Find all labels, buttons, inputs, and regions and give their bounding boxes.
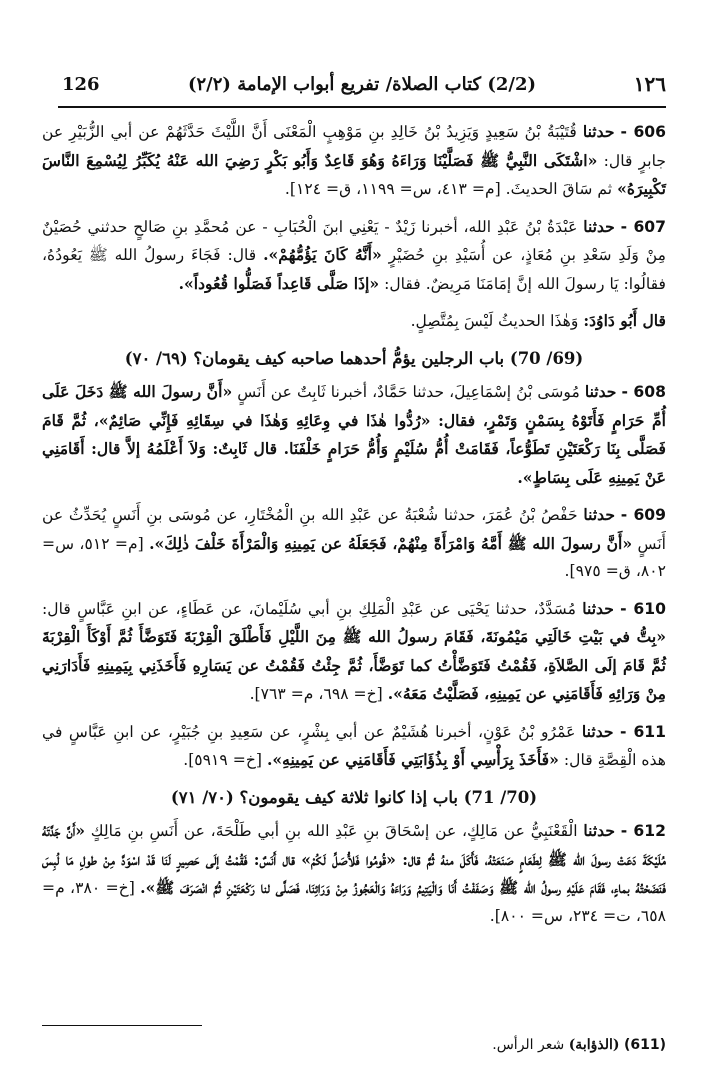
- hadith-reference: [م= ٥١٢، س= ٨٠٢، ق= ٩٧٥].: [42, 534, 666, 580]
- hadith-reference: ثم سَاقَ الحديثَ. [م= ٤١٣، س= ١١٩٩، ق= ١٢٤].: [284, 180, 613, 198]
- hadith-lead: حدثنا: [582, 122, 615, 141]
- hadith-matn: «اشْتَكَى النَّبِيُّ ﷺ فَصَلَّيْنَا وَرَاءَهُ وَهُوَ قَاعِدٌ وَأَبُو بَكْرٍ رَضِيَ الله عَنْهُ يُكَبِّرُ لِيُسْمِعَ النَّاسَ تَكْبِيرَهُ»: [42, 150, 666, 198]
- hadith-609: [42, 501, 666, 586]
- chapter-heading-69: (69/ 70) باب الرجلين يؤمُّ أحدهما صاحبه كيف يقومان؟ (٦٩/ ٧٠): [124, 348, 584, 368]
- hadith-606: [42, 118, 666, 204]
- hadith-isnad: مُسَدَّدٌ، حدثنا يَحْيَى عن عَبْدِ الْمَلِكِ بنِ أبي سُلَيْمانَ، عن عَطَاءٍ، عن ابنِ عَبَّاسٍ قال:: [42, 599, 576, 618]
- hadith-continuation: قال: فَجَاءَ رسولُ الله ﷺ يَعُودُهُ، فقالُوا: يَا رسولَ الله إنَّ إمَامَنَا مَرِيضٌ. فقال:: [42, 246, 666, 293]
- page-body: [42, 118, 666, 939]
- hadith-612: [42, 817, 666, 930]
- footnote-divider: [42, 1025, 202, 1026]
- hadith-number: 609 -: [620, 506, 667, 524]
- chapter-heading-70: (70/ 71) باب إذا كانوا ثلاثة كيف يقومون؟ (٧٠/ ٧١): [170, 787, 538, 807]
- hadith-number: 606 -: [620, 123, 666, 141]
- comment-lead: قال أَبُو دَاوُدَ:: [583, 311, 666, 330]
- hadith-607: [42, 213, 666, 299]
- hadith-reference: [خ= ٥٩١٩].: [183, 751, 262, 769]
- hadith-number: 607 -: [620, 217, 666, 236]
- hadith-lead: حدثنا: [583, 821, 615, 840]
- hadith-lead: حدثنا: [581, 721, 614, 741]
- hadith-610: [42, 595, 666, 709]
- page-number-arabic: ١٢٦: [633, 72, 666, 96]
- footnote-text: شعر الرأس.: [492, 1037, 565, 1053]
- hadith-reference: [خ= ٦٩٨، م= ٧٦٣].: [249, 685, 383, 703]
- hadith-matn: «أَنَّ رسولَ الله ﷺ أَمَّهُ وَامْرَأَةً مِنْهُمْ، فَجَعَلَهُ عن يَمِينِهِ وَالْمَرْأَةَ خَلْفَ ذٰلِكَ».: [149, 533, 633, 553]
- hadith-lead: حدثنا: [583, 216, 615, 236]
- comment-text: وَهٰذَا الحديثُ لَيْسَ بِمُتَّصِلٍ.: [410, 312, 579, 330]
- running-title: (2/2) كتاب الصلاة/ تفريع أبواب الإمامة (٢/٢): [187, 74, 537, 95]
- abu-dawud-comment: [42, 307, 666, 336]
- hadith-matn: «أَنَّ رسولَ الله ﷺ دَخَلَ عَلَى أُمِّ حَرَامٍ فَأَتَوْهُ بِسَمْنٍ وَتَمْرٍ، فقال: «رُدُّوا هٰذَا في وِعَائِهِ وَهٰذَا في سِقَائِهِ فَإِنِّي صَائِمٌ»، ثُمَّ قَامَ فَصَلَّى بِنَا رَكْعَتَيْنِ تَطَوُّعاً، فَقَامَتْ أُمُّ سُلَيْمٍ وَأُمُّ حَرَامٍ خَلْفَنَا. قال ثَابِتٌ: وَلاَ أَعْلَمُهُ إلاَّ قال: أَقَامَنِي عَنْ يَمِينِهِ عَلَى بِسَاطٍ».: [42, 382, 666, 487]
- hadith-isnad: حَفْصُ بْنُ عُمَرَ، حدثنا شُعْبَةُ عن عَبْدِ الله بنِ الْمُخْتَارِ، عن مُوسَى بنِ أَنَسٍ يُحَدِّثُ عن أَنَسٍ: [42, 506, 666, 553]
- hadith-isnad: مُوسَى بْنُ إسْمَاعِيلَ، حدثنا حَمَّادٌ، أخبرنا ثَابِتٌ عن أَنَسٍ: [237, 383, 580, 401]
- footnote-term: (الذؤابة): [568, 1037, 620, 1053]
- hadith-isnad: قُتَيْبَةُ بْنُ سَعِيدٍ وَيَزِيدُ بْنُ خَالِدِ بنِ مَوْهِبٍ الْمَعْنَى أَنَّ اللَّيْثَ حَدَّثَهُمْ عن أبي الزُّبَيْرِ عن جابرٍ قال:: [42, 123, 666, 170]
- hadith-isnad: الْقَعْنَبِيُّ عن مَالِكٍ، عن إسْحَاقَ بنِ عَبْدِ الله بنِ أبي طَلْحَةَ، عن أَنَسِ بنِ مَالِكٍ: [90, 822, 578, 840]
- page-header: [58, 70, 666, 108]
- hadith-611: [42, 718, 666, 775]
- footnote: [42, 1034, 666, 1056]
- hadith-isnad: عَمْرُو بْنُ عَوْنٍ، أخبرنا هُشَيْمٌ عن أبي بِشْرٍ، عن سَعِيدِ بنِ جُبَيْرٍ، عن ابنِ عَبَّاسٍ في هذه الْقِصَّةِ قال:: [42, 722, 666, 769]
- hadith-number: 610 -: [620, 599, 666, 618]
- hadith-lead: حدثنا: [582, 598, 614, 618]
- hadith-matn: «أَنَّ جَدَّتَهُ مُلَيْكَةَ دَعَتْ رسولَ الله ﷺ لِطَعَامٍ صَنَعَتْهُ، فَأَكَلَ منهُ ثُمَّ قال: «قُومُوا فَلأُصَلِّ لَكُمْ» قال أَنَسٌ: فَقُمْتُ إلَى حَصِيرٍ لَنَا قَدْ اسْوَدَّ مِنْ طولِ مَا لُبِسَ فَنَضَحْتُهُ بماءٍ، فَقَامَ عَلَيْهِ رسولُ الله ﷺ وَصَفَفْتُ أَنَا وَالْيَتِيمُ وَرَاءَهُ وَالْعَجُوزُ مِنْ وَرَائِنَا، فَصَلَّى لنا رَكْعَتَيْنِ ثُمَّ انْصَرَفَ ﷺ».: [42, 821, 666, 897]
- page-number-latin: 126: [62, 74, 100, 95]
- hadith-number: 611 -: [620, 722, 667, 741]
- hadith-isnad: عَبْدَةُ بْنُ عَبْدِ الله، أخبرنا زَيْدٌ - يَعْنِي ابنَ الْحُبَابِ - عن مُحمَّدِ بنِ صَالحٍ حدثني حُصَيْنٌ مِنْ وَلَدِ سَعْدِ بنِ مُعَاذٍ، عن أُسَيْدِ بنِ حُضَيْرٍ: [42, 217, 666, 264]
- hadith-lead: حدثنا: [583, 505, 615, 524]
- hadith-number: 608 -: [621, 383, 666, 401]
- hadith-608: [42, 378, 666, 492]
- hadith-number: 612 -: [620, 822, 666, 840]
- hadith-matn-2: «إذَا صَلَّى قَاعِداً فَصَلُّوا قُعُوداً».: [178, 273, 380, 293]
- hadith-matn: «أَنَّهُ كَانَ يَؤُمُّهُمْ».: [263, 245, 382, 264]
- hadith-matn: «فَأَخَذَ بِرَأْسِي أَوْ بِذُؤَابَتِي فَأَقَامَنِي عن يَمِينِهِ».: [266, 750, 559, 769]
- hadith-matn: «بِتُّ في بَيْتِ خَالَتِي مَيْمُونَةَ، فَقَامَ رسولُ الله ﷺ مِنَ اللَّيْلِ فَأَطْلَقَ الْقِرْبَةَ فَتَوَضَّأَ ثُمَّ أَوْكَأَ الْقِرْبَةَ ثُمَّ قَامَ إلَى الصَّلاَةِ، فَقُمْتُ فَتَوَضَّأْتُ كما تَوَضَّأَ، ثُمَّ جِئْتُ فَقُمْتُ عن يَسَارِهِ فَأَخَذَنِي بِيَمِينِهِ فَأَدَارَنِي مِنْ وَرَائِهِ فَأَقَامَنِي عن يَمِينِهِ، فَصَلَّيْتُ مَعَهُ».: [42, 627, 666, 703]
- hadith-lead: حدثنا: [584, 382, 617, 401]
- footnote-number: (611): [623, 1037, 666, 1053]
- hadith-reference: [خ= ٣٨٠، م= ٦٥٨، ت= ٢٣٤، س= ٨٠٠].: [42, 879, 666, 925]
